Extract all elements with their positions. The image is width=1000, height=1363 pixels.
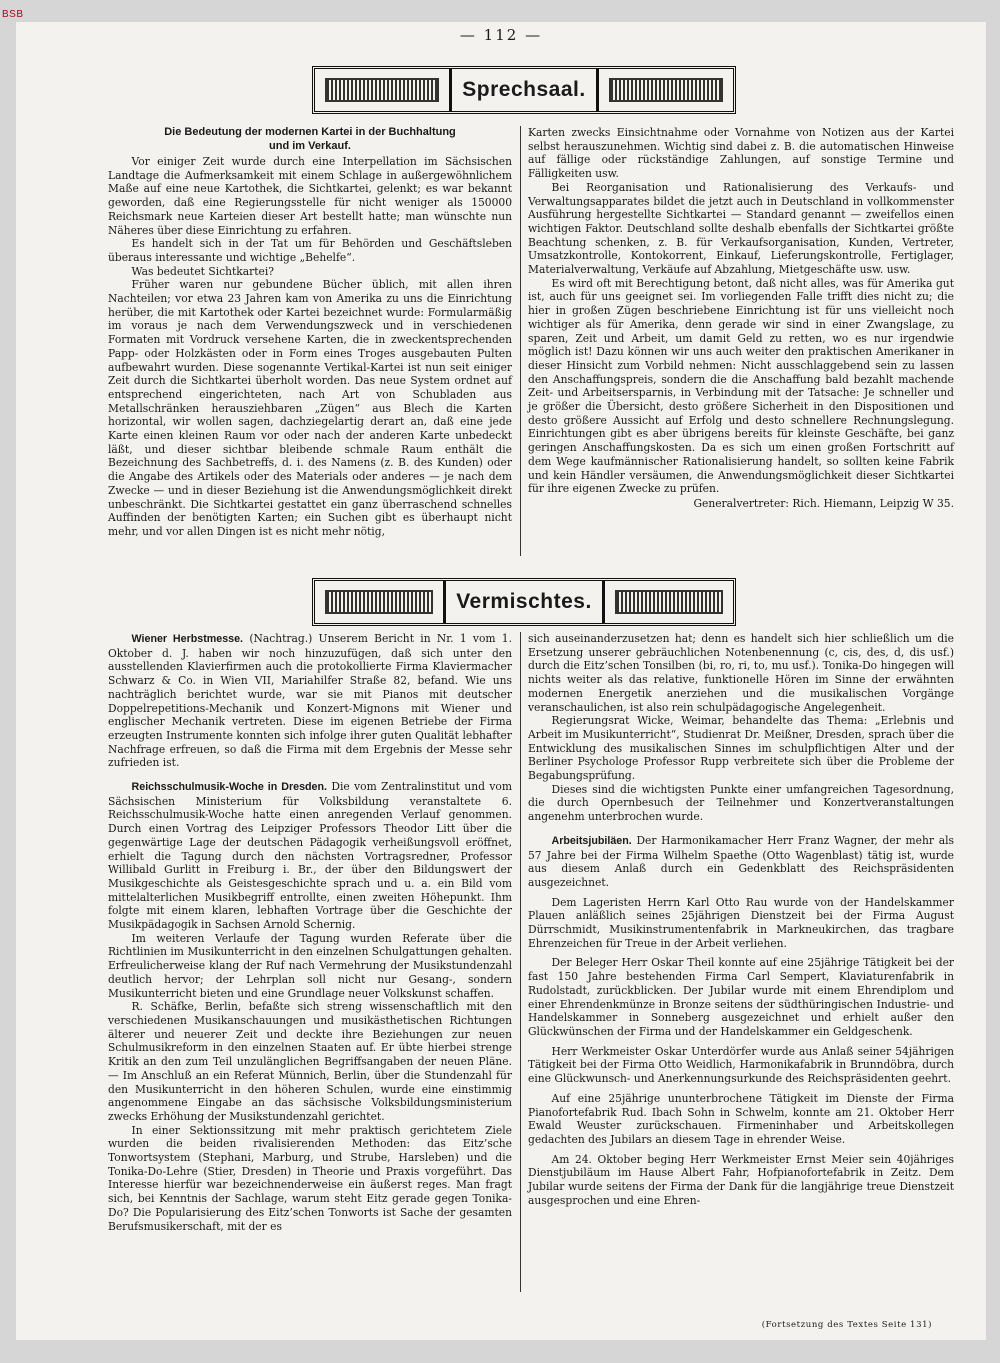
news-paragraph: Auf eine 25jährige ununterbrochene Tätigkeit im Dienste der Firma Pianofortefabrik Rud. Ibach Sohn in Schwelm, konnte am 21. Oktober Herr Ewald Weuster zurückschauen. Firmeninhaber und Arbeitskollegen gedachten des Jubilars an diesem Tage in ehrender Weise.	[528, 1091, 954, 1146]
section-title-sprechsaal: Sprechsaal.	[449, 69, 598, 111]
news-body: Die vom Zentralinstitut und vom Sächsischen Ministerium für Volksbildung veranstaltete 6. Reichsschulmusik-Woche hatte einen anregenden Verlauf genommen. Durch einen Vortrag des Leipziger Professors Theodor Litt über die gegenwärtige Lage der deutschen Pädagogik verheißungsvoll eröffnet, erhielt die Tagung durch den nächsten Vortragsredner, Professor Willibald Gurlitt in Freiburg i. Br., der über den Bildungswert der Musikgeschichte als Geistesgeschichte sprach und u. a. ein Bild vom mittelalterlichen Musikbegriff entrollte, einen zweiten Höhepunkt. Ihm folgte mit einem klaren, lebhaften Vortrage über die Geschichte der Musikpädagogik in Sachsen Arnold Schernig.	[108, 780, 512, 932]
library-watermark: BSB	[2, 9, 24, 20]
news-paragraph: R. Schäfke, Berlin, befaßte sich streng wissenschaftlich mit den verschiedenen Musikanschauungen und musikästhetischen Richtungen älterer und neuerer Zeit und deckte ihre Beziehungen zur neuen Schulmusikreform in den einzelnen Staaten auf. Er übte hierbei strenge Kritik an den zum Teil unzulänglichen Begriffsangaben der neuen Pläne. — Im Anschluß an ein Referat Münnich, Berlin, über die Stundenzahl für den Musikunterricht in den höheren Schulen, wurde eine einstimmig angenommene Eingabe an das sächsische Volksbildungsministerium zwecks Erhöhung der Musikstundenzahl gerichtet.	[108, 1000, 512, 1123]
article-paragraph: Bei Reorganisation und Rationalisierung des Verkaufs- und Verwaltungsapparates bildet die jetzt auch in Deutschland in vollkommenster Ausführung hergestellte Sichtkartei — Standard genannt — zweifellos einen wichtigen Faktor. Deutschland sollte deshalb ebenfalls der Sichtkartei größte Beachtung schenken, z. B. für Verkaufsorganisation, Kunden, Vertreter, Umsatzkontrolle, Kontokorrent, Einkauf, Lieferungskontrolle, Fertiglager, Materialverwaltung, Verkäufe auf Abzahlung, Mietgeschäfte usw. usw.	[528, 180, 954, 277]
news-paragraph: Im weiteren Verlaufe der Tagung wurden Referate über die Richtlinien im Musikunterricht in den einzelnen Schulgattungen gehalten. Erfreulicherweise klang der Ruf nach Vermehrung der Musikstundenzahl deutlich hervor; der Lehrplan soll nicht nur Gesang-, sondern Musikunterricht bieten und eine Grundlage neuer Volkskunst schaffen.	[108, 931, 512, 1000]
banner-ornament-left	[325, 590, 433, 614]
news-paragraph: sich auseinanderzusetzen hat; denn es handelt sich hier schließlich um die Ersetzung unserer gebräuchlichen Notenbenennung (c, cis, des, d, dis usf.) durch die Eitz’schen Tonsilben (bi, ro, ri, to, mu usf.). Tonika-Do hingegen will nichts weiter als das relative, funktionelle Hören im Sinne der erwähnten modernen Energetik anerziehen und die musikalischen Vorgänge veranschaulichen, ist also rein schulpädagogische Angelegenheit.	[528, 632, 954, 714]
continuation-note: (Fortsetzung des Textes Seite 131)	[761, 1320, 932, 1330]
article-signature: Generalvertreter: Rich. Hiemann, Leipzig W 35.	[693, 496, 954, 510]
section-title-vermischtes: Vermischtes.	[443, 581, 605, 623]
news-paragraph: Dem Lageristen Herrn Karl Otto Rau wurde von der Handelskammer Plauen anläßlich seines 25jährigen Dienstzeit bei der Firma August Dürrschmidt, Musikinstrumentenfabrik in Markneukirchen, das tragbare Ehrenzeichen für Treue in der Arbeit verliehen.	[528, 895, 954, 950]
news-paragraph: Am 24. Oktober beging Herr Werkmeister Ernst Meier sein 40jähriges Dienstjubiläum im Hause Albert Fahr, Hofpianofortefabrik in Zeitz. Dem Jubilar wurde seitens der Firma der Dank für die langjährige treue Dienstzeit ausgesprochen und eine Ehren-	[528, 1152, 954, 1207]
news-title-reichsschulmusik: Reichsschulmusik-Woche in Dresden.	[131, 781, 327, 794]
news-body: Der Harmonikamacher Herr Franz Wagner, der mehr als 57 Jahre bei der Firma Wilhelm Spaethe (Otto Wagenblast) tätig ist, wurde aus diesem Anlaß durch ein Gedenkblatt des Reichspräsidenten ausgezeichnet.	[528, 833, 954, 889]
article-paragraph: Es handelt sich in der Tat um für Behörden und Geschäftsleben überaus interessante und wichtige „Behelfe“.	[108, 237, 512, 264]
news-body: (Nachtrag.) Unserem Bericht in Nr. 1 vom 1. Oktober d. J. haben wir noch hinzuzufügen, daß sich unter den ausstellenden Klavierfirmen auch die protokollierte Firma Klaviermacher Schwarz & Co. in Wien VII, Mariahilfer Straße 82, befand. Wie uns nachträglich berichtet wurde, war sie mit Pianos mit deutscher Doppelrepetitions-Mechanik und Konzert-Mignons mit Wiener und englischer Mechanik vertreten. Diese im eigenen Betriebe der Firma erzeugten Instrumente konnten sich infolge ihrer guten Qualität lebhafter Nachfrage erfreuen, so daß die Firma mit dem Ergebnis der Messe sehr zufrieden ist.	[108, 632, 513, 770]
article-paragraph: Karten zwecks Einsichtnahme oder Vornahme von Notizen aus der Kartei selbst herauszunehmen. Wichtig sind dabei z. B. die automatischen Hinweise auf fällige oder rückständige Zahlungen, auf sonstige Termine und Fälligkeiten usw.	[528, 126, 954, 181]
news-paragraph: Herr Werkmeister Oskar Unterdörfer wurde aus Anlaß seiner 54jährigen Tätigkeit bei der Firma Otto Weidlich, Harmonikafabrik in Brunndöbra, durch eine Glückwunsch- und Anerkennungsurkunde des Reichspräsidenten geehrt.	[528, 1044, 954, 1086]
article-title-line1: Die Bedeutung der modernen Kartei in der Buchhaltung	[164, 126, 456, 138]
news-paragraph: Regierungsrat Wicke, Weimar, behandelte das Thema: „Erlebnis und Arbeit im Musikunterricht“, Studienrat Dr. Meißner, Dresden, sprach über die Entwicklung des musikalischen Sinnes im schulpflichtigen Alter und der Berliner Psychologe Professor Rupp verbreitete sich über die Probleme der Begabungsprüfung.	[528, 714, 954, 783]
news-title-arbeitsjubilaeen: Arbeitsjubiläen.	[551, 834, 632, 847]
news-paragraph: Dieses sind die wichtigsten Punkte einer umfangreichen Tagesordnung, die durch Opernbesuch der Teilnehmer und Konzertveranstaltungen angenehm unterbrochen wurde.	[528, 782, 954, 824]
column-divider	[520, 126, 521, 556]
article-paragraph: Vor einiger Zeit wurde durch eine Interpellation im Sächsischen Landtage die Aufmerksamkeit mit einem Schlage in außergewöhnlichem Maße auf eine neue Kartothek, die Sichtkartei, gelenkt; es war bekannt geworden, daß eine Regierungsstelle für nicht weniger als 150000 Reichsmark neue Karteien dieser Art bestellt hatte; man wünschte nun Näheres über diese Einrichtung zu erfahren.	[108, 155, 512, 237]
section-banner-vermischtes	[312, 578, 736, 626]
news-column-left	[108, 632, 512, 1233]
article-paragraph: Was bedeutet Sichtkartei?	[131, 264, 274, 278]
column-divider	[520, 632, 521, 1292]
banner-ornament-right	[615, 590, 723, 614]
news-paragraph: In einer Sektionssitzung mit mehr praktisch gerichtetem Ziele wurden die beiden rivalisierenden Methoden: das Eitz’sche Tonwortsystem (Stephani, Marburg, und Strube, Harsleben) und die Tonika-Do-Lehre (Stier, Dresden) in Theorie und Praxis vorgeführt. Das Interesse hierfür war bezeichnenderweise ein äußerst reges. Man fragt sich, bei Kenntnis der Sachlage, warum steht Eitz gerade gegen Tonika-Do? Die Popularisierung des Eitz’schen Tonworts ist Sache der gesamten Berufsmusikerschaft, mit der es	[108, 1123, 512, 1233]
section-banner-sprechsaal	[312, 66, 736, 114]
banner-ornament-left	[325, 78, 439, 102]
newspaper-page	[16, 22, 986, 1340]
article-paragraph: Es wird oft mit Berechtigung betont, daß nicht alles, was für Amerika gut ist, auch für uns geeignet sei. Im vorliegenden Falle trifft dies nicht zu; die hier in großen Zügen beschriebene Einrichtung ist für uns vielleicht noch wichtiger als für Amerika, denn gerade wir sind in einer Zwangslage, zu sparen, Zeit und Arbeit, um damit Geld zu retten, wo es nur irgendwie möglich ist! Dazu können wir uns auch weiter den praktischen Amerikaner in dieser Hinsicht zum Vorbild nehmen: Nicht ausschlaggebend sein zu lassen den Anschaffungspreis, sondern die die Anschaffung bald bezahlt machende Zeit- und Arbeitsersparnis, in Verbindung mit der Tatsache: Je schneller und je größer die Übersicht, desto größere Sicherheit in den Dispositionen und desto größere Aussicht auf Erfolg und desto schnellere Rechnungslegung. Einrichtungen gibt es aber übrigens bereits für kleinste Geschäfte, bei ganz geringen Anschaffungskosten. Da es sich um einen großen Fortschritt auf dem Wege kaufmännischer Rationalisierung handelt, so sollten keine Fabrik und kein Händler versäumen, die Anwendungsmöglichkeit dieser Sichtkartei für ihre eigenen Zwecke zu prüfen.	[528, 276, 954, 496]
article-column-left-top	[108, 126, 512, 539]
page-number: — 112 —	[459, 26, 543, 44]
article-paragraph: Früher waren nur gebundene Bücher üblich, mit allen ihren Nachteilen; vor etwa 23 Jahren kam von Amerika zu uns die Einrichtung herüber, die mit Kartothek oder Kartei bezeichnet wurde: Formularmäßig im voraus je nach dem Verwendungszweck und in verschiedenen Formaten mit Vordruck versehene Karten, die in zweckentsprechenden Papp- oder Holzkästen oder in Form eines Troges ausgebauten Pulten aufbewahrt wurden. Diese sogenannte Vertikal-Kartei ist nun seit einiger Zeit durch die Sichtkartei überholt worden. Das neue System ordnet auf entsprechend eingerichteten, nach Art von Schubladen aus Metallschränken herausziehbaren „Zügen“ aus Blech die Karten horizontal, wir wollen sagen, dachziegelartig derart an, daß eine jede Karte einen kleinen Raum vor oder nach der anderen Karte unbedeckt läßt, und dieser sichtbar bleibende schmale Raum enthält die Bezeichnung des Sachbetreffs, d. i. des Namens (z. B. des Kunden) oder die Angabe des Artikels oder des Materials oder anderes — je nach dem Zwecke — und in dieser Beziehung ist die Anwendungsmöglichkeit direkt unbeschränkt. Die Sichtkartei gestattet ein ganz überraschend schnelles Auffinden der benötigten Karten; ein Suchen gibt es überhaupt nicht mehr, und vor allen Dingen ist es nicht mehr nötig,	[108, 278, 512, 538]
banner-ornament-right	[609, 78, 723, 102]
article-column-right-top	[528, 126, 954, 511]
news-paragraph: Der Beleger Herr Oskar Theil konnte auf eine 25jährige Tätigkeit bei der fast 150 Jahre bestehenden Firma Carl Sempert, Klaviaturenfabrik in Rudolstadt, zurückblicken. Der Jubilar wurde mit einem Ehrendiplom und einer Ehrendenkmünze in Bronze seitens der südthüringischen Industrie- und Handelskammer in Sonneberg ausgezeichnet und erhielt außer den Glückwünschen der Firma und der Handelskammer ein Geldgeschenk.	[528, 956, 954, 1038]
news-column-right	[528, 632, 954, 1207]
news-title-herbstmesse: Wiener Herbstmesse.	[131, 633, 244, 645]
article-title-line2: und im Verkauf.	[269, 140, 351, 152]
